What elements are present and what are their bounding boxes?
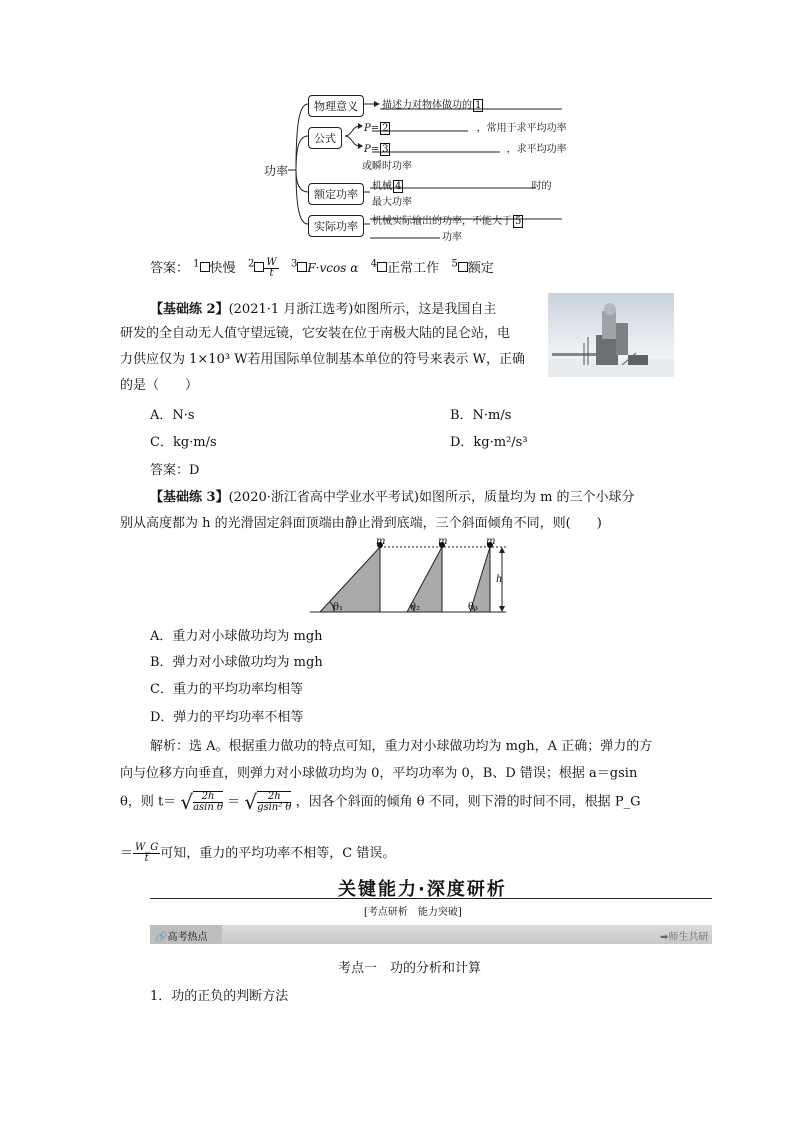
q3-solution-line1: 解析：选 A。根据重力做功的特点可知，重力对小球做功均为 mgh，A 正确；弹力的方 bbox=[150, 739, 653, 754]
branch3-line2: 最大功率 bbox=[372, 197, 412, 208]
section-rule bbox=[150, 898, 712, 899]
branch-actual-power: 实际功率 bbox=[308, 215, 364, 237]
branch-rated-power: 额定功率 bbox=[308, 183, 364, 205]
height-label: h bbox=[496, 574, 503, 585]
q2-option-a: A．N·s bbox=[150, 408, 195, 423]
branch2-line2: P= 3 ，求平均功率 bbox=[364, 144, 567, 155]
answer-1: 答案： $^1$ 快慢 $^2$ $\frac{W}{t}$ $^3$ F·vcos α $^4$ 正常工作 $^5$ 额定 bbox=[150, 257, 494, 279]
hot-topic-bar bbox=[150, 925, 712, 944]
q3-option-a: A．重力对小球做功均为 mgh bbox=[150, 629, 323, 644]
q3-option-c: C．重力的平均功率均相等 bbox=[150, 682, 303, 697]
branch2-line1: P= 2 ，常用于求平均功率 bbox=[364, 123, 567, 134]
telescope-illustration bbox=[548, 293, 674, 377]
q2-line3: 力供应仅为 1×10³ W若用国际单位制基本单位的符号来表示 W，正确 bbox=[120, 352, 526, 367]
branch-physical-meaning: 物理意义 bbox=[308, 95, 364, 117]
q3-option-d: D．弹力的平均功率不相等 bbox=[150, 710, 304, 725]
link-icon: 🔗 bbox=[155, 932, 168, 943]
teacher-student-label: ➡师生共研 bbox=[660, 932, 709, 943]
angle-label-2: θ₂ bbox=[410, 602, 421, 613]
hot-topic-label: 🔗高考热点 bbox=[155, 932, 208, 943]
mass-label-3: m bbox=[486, 536, 496, 547]
q3-solution-line4: ＝ $\frac{W\_G}{t}$ 可知，重力的平均功率不相等，C 错误。 bbox=[120, 842, 396, 864]
angle-label-1: θ₁ bbox=[333, 602, 344, 613]
branch-formula: 公式 bbox=[308, 127, 342, 149]
branch2-line3: 或瞬时功率 bbox=[362, 161, 412, 172]
q3-line2: 别从高度都为 h 的光滑固定斜面顶端由静止滑到底端，三个斜面倾角不同，则( ) bbox=[120, 516, 602, 531]
branch4-line1: 机械实际输出的功率，不能大于 5 bbox=[372, 216, 522, 227]
item-1-heading: 1．功的正负的判断方法 bbox=[150, 989, 289, 1004]
q2-option-d: D．kg·m²/s³ bbox=[450, 435, 528, 450]
q3-solution-line2: 向与位移方向垂直，则弹力对小球做功均为 0，平均功率为 0，B、D 错误；根据 a＝gsin bbox=[120, 766, 638, 781]
telescope-photo bbox=[548, 293, 674, 377]
branch1-text: 描述力对物体做功的 1 bbox=[382, 100, 482, 111]
branch3-line1: 机械 4 时的 bbox=[372, 181, 552, 192]
mindmap-root: 功率 bbox=[264, 164, 289, 178]
q2-line4: 的是（ ） bbox=[120, 378, 199, 393]
q2-line1: 【基础练 2】(2021·1 月浙江选考)如图所示，这是我国自主 bbox=[150, 302, 497, 317]
section-subtitle: [考点研析 能力突破] bbox=[364, 907, 462, 918]
topic-heading: 考点一 功的分析和计算 bbox=[338, 961, 482, 976]
section-title: 关键能力·深度研析 bbox=[338, 879, 507, 900]
branch4-line2: 功率 bbox=[442, 232, 462, 243]
mass-label-1: m bbox=[376, 536, 386, 547]
q3-line1: 【基础练 3】(2020·浙江省高中学业水平考试)如图所示，质量均为 m 的三个小球分 bbox=[150, 490, 635, 505]
arrow-icon: ➡ bbox=[660, 932, 669, 943]
angle-label-3: θ₃ bbox=[468, 602, 479, 613]
q2-option-c: C．kg·m/s bbox=[150, 435, 217, 450]
q2-option-b: B．N·m/s bbox=[450, 408, 512, 423]
mass-label-2: m bbox=[438, 536, 448, 547]
q2-line2: 研发的全自动无人值守望远镜，它安装在位于南极大陆的昆仑站，电 bbox=[120, 326, 511, 341]
q2-answer: 答案：D bbox=[150, 463, 200, 478]
q3-solution-line3: θ，则 t＝ √ $\frac{2h}{\text{asin θ}}$ ＝ √ $\frac{2h}{\text{gsin² θ}}$ ，因各个斜面的倾角 θ 不同，则下滑的时间不同，根据 P_G bbox=[120, 790, 641, 814]
q3-option-b: B．弹力对小球做功均为 mgh bbox=[150, 655, 323, 670]
